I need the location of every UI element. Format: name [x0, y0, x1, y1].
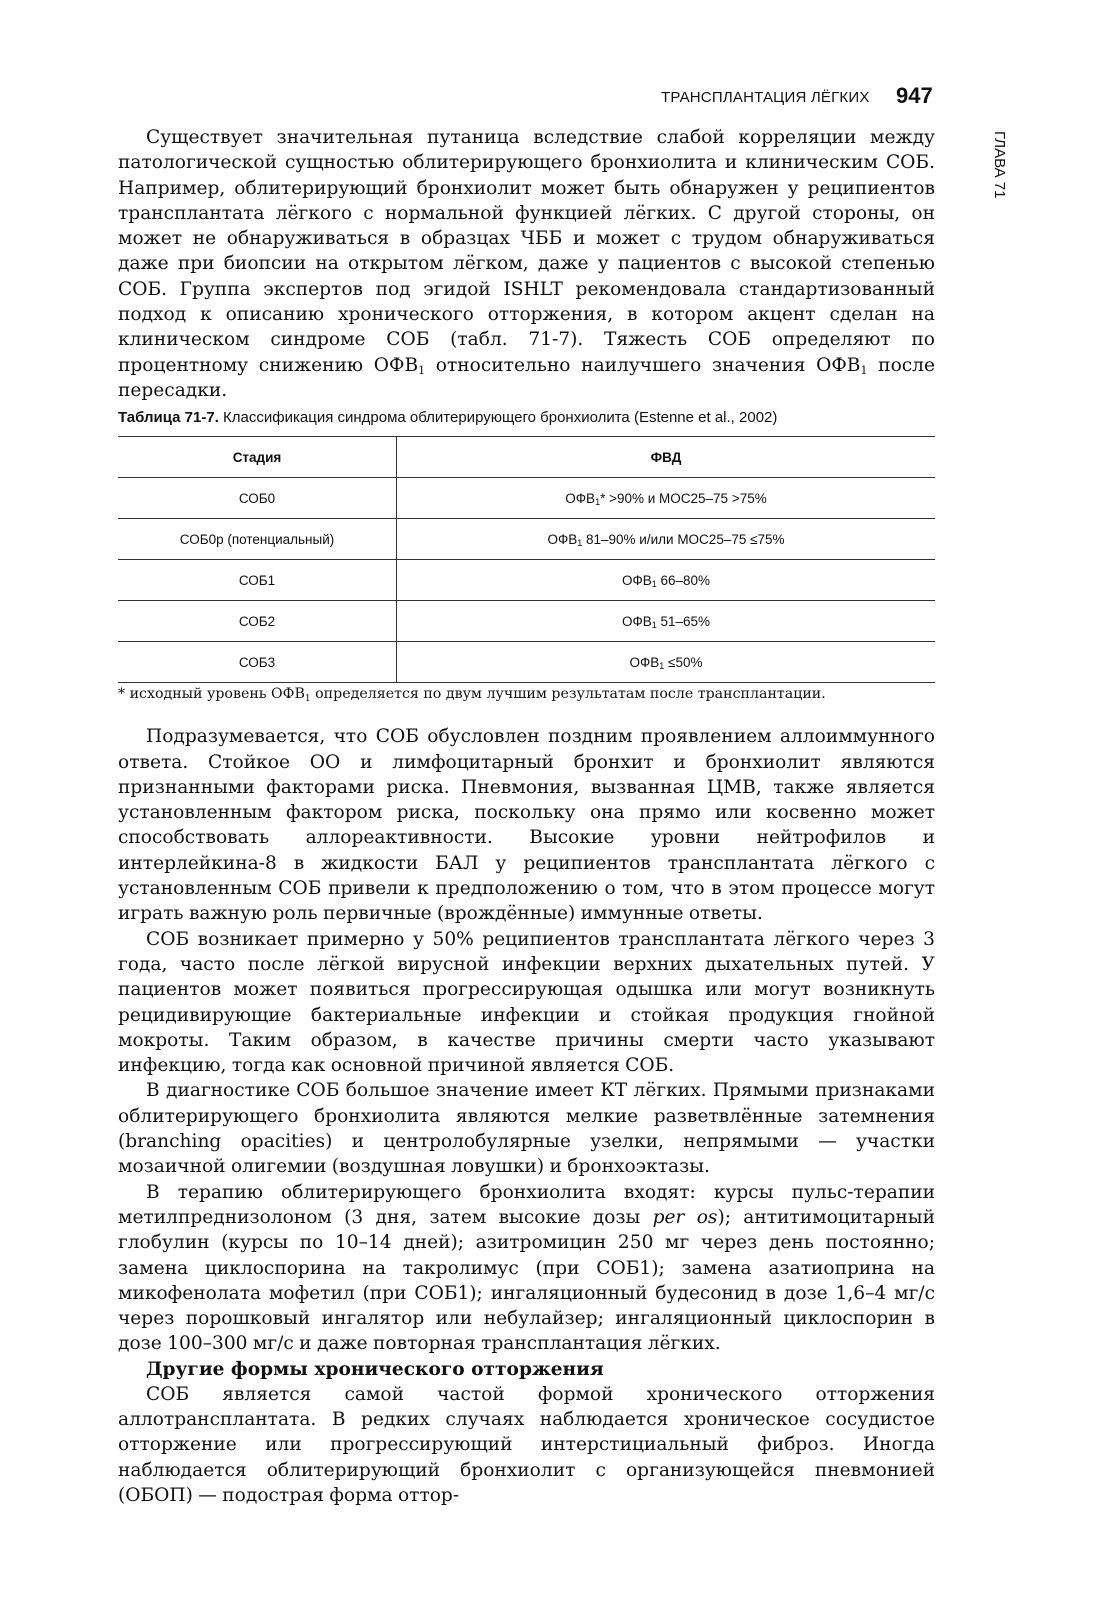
table-row: [118, 519, 935, 560]
table-row: [118, 642, 935, 683]
bos-classification-table: [118, 436, 935, 683]
pft-cell: $ОФВ_1$ 51–65%: [397, 601, 936, 642]
paragraph-therapy: В терапию облитерирующего бронхиолита входят: курсы пульс-терапии метилпреднизолоном (3 дня, затем высокие дозы per os); антитимоцитарный глобулин (курсы по 10–14 дней); азитромицин 250 мг через день постоянно; замена циклоспорина на такролимус (при СОБ1); замена азатиоприна на микофенолата мофетил (при СОБ1); ингаляционный будесонид в дозе 1,6–4 мг/с через порошковый ингалятор или небулайзер; ингаляционный циклоспорин в дозе 100–300 мг/с и даже повторная трансплантация лёгких.: [118, 1181, 935, 1355]
table-header-row: [118, 437, 935, 478]
page-content: [118, 125, 935, 1508]
column-header-pft: ФВД: [397, 437, 936, 478]
table-row: [118, 560, 935, 601]
column-header-stage: Стадия: [118, 437, 397, 478]
paragraph-diagnosis: В диагностике СОБ большое значение имеет КТ лёгких. Прямыми признаками облитерирующего бронхиолита являются мелкие разветвлённые затемнения (branching opacities) и центролобулярные узелки, непрямыми — участки мозаичной олигемии (воздушная ловушки) и бронхоэктазы.: [118, 1080, 935, 1178]
table-caption: Таблица 71-7. Классификация синдрома облитерирующего бронхиолита (Estenne et al., 2002): [118, 409, 778, 427]
paragraph-other-forms: СОБ является самой частой формой хронического отторжения аллотрансплантата. В редких случаях наблюдается хроническое сосудистое отторжение или прогрессирующий интерстициальный фиброз. Иногда наблюдается облитерирующий бронхиолит с организующейся пневмонией (ОБОП) — подострая форма оттор-: [118, 1383, 935, 1506]
table-row: [118, 478, 935, 519]
running-title: ТРАНСПЛАНТАЦИЯ ЛЁГКИХ: [661, 89, 870, 106]
paragraph-intro: Существует значительная путаница вследствие слабой корреляции между патологической сущностью облитерирующего бронхиолита и клиническим СОБ. Например, облитерирующий бронхиолит может быть обнаружен у реципиентов трансплантата лёгкого с нормальной функцией лёгких. С другой стороны, он может не обнаруживаться в образцах ЧББ и может с трудом обнаруживаться даже при биопсии на открытом лёгком, даже у пациентов с высокой степенью СОБ. Группа экспертов под эгидой ISHLT рекомендовала стандартизованный подход к описанию хронического отторжения, в котором акцент сделан на клиническом синдроме СОБ (табл. 71-7). Тяжесть СОБ определяют по процентному снижению $ОФВ_1$ относительно наилучшего значения $ОФВ_1$ после пересадки.: [118, 127, 935, 401]
pft-cell: $ОФВ_1$ 81–90% и/или МОС25–75 ≤75%: [397, 519, 936, 560]
pft-cell: $ОФВ_1* >90\%$ и МОС25–75 >75%: [397, 478, 936, 519]
section-heading: Другие формы хронического отторжения: [146, 1358, 604, 1380]
pft-cell: $ОФВ_1 \le 50\%$: [397, 642, 936, 683]
paragraph-incidence: СОБ возникает примерно у 50% реципиентов трансплантата лёгкого через 3 года, часто после лёгкой вирусной инфекции верхних дыхательных путей. У пациентов может появиться прогрессирующая одышка или могут возникнуть рецидивирующие бактериальные инфекции и стойкая продукция гнойной мокроты. Таким образом, в качестве причины смерти часто указывают инфекцию, тогда как основной причиной является СОБ.: [118, 928, 935, 1077]
stage-cell: СОБ0: [118, 478, 397, 519]
stage-cell: СОБ1: [118, 560, 397, 601]
chapter-label: ГЛАВА 71: [991, 131, 1008, 199]
table-footnote: * исходный уровень $ОФВ_1$ определяется по двум лучшим результатам после трансплантации.: [118, 686, 826, 705]
paragraph-alloimmune: Подразумевается, что СОБ обусловлен поздним проявлением аллоиммунного ответа. Стойкое ОО и лимфоцитарный бронхит и бронхиолит являются признанными факторами риска. Пневмония, вызванная ЦМВ, также является установленным фактором риска, поскольку она прямо или косвенно может способствовать аллореактивности. Высокие уровни нейтрофилов и интерлейкина-8 в жидкости БАЛ у реципиентов трансплантата лёгкого с установленным СОБ привели к предположению о том, что в этом процессе могут играть важную роль первичные (врождённые) иммунные ответы.: [118, 726, 935, 925]
page-number: 947: [896, 83, 933, 108]
stage-cell: СОБ0р (потенциальный): [118, 519, 397, 560]
pft-cell: $ОФВ_1$ 66–80%: [397, 560, 936, 601]
table-row: [118, 601, 935, 642]
stage-cell: СОБ2: [118, 601, 397, 642]
stage-cell: СОБ3: [118, 642, 397, 683]
